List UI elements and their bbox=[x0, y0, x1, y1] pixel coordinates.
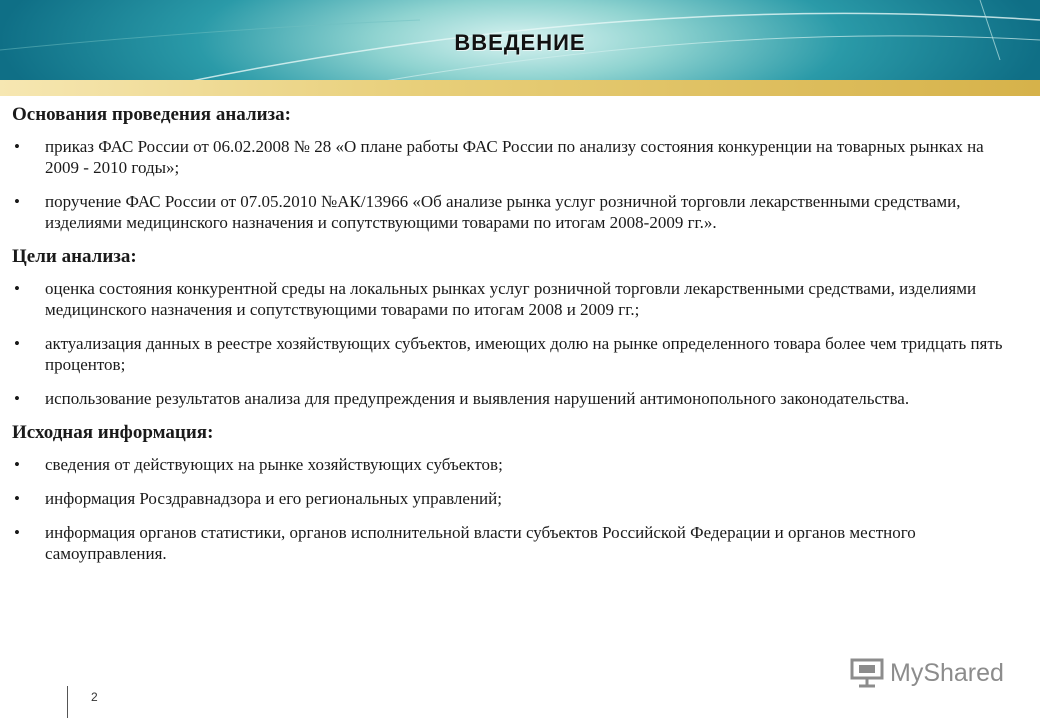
list-item bbox=[12, 522, 1012, 564]
list-item-text: информация Росздравнадзора и его региональных управлений; bbox=[45, 489, 502, 508]
list-item bbox=[12, 488, 1012, 509]
bullet-list bbox=[12, 454, 1012, 564]
page-number: 2 bbox=[91, 690, 98, 704]
watermark-text: MyShared bbox=[890, 658, 1004, 687]
list-item bbox=[12, 191, 1012, 233]
list-item bbox=[12, 136, 1012, 178]
section-heading: Цели анализа: bbox=[12, 246, 137, 267]
section-grounds bbox=[12, 104, 1012, 233]
list-item bbox=[12, 388, 1012, 409]
banner-gold-bar bbox=[0, 80, 1040, 96]
list-item-text: использование результатов анализа для предупреждения и выявления нарушений антимонопольного законодательства. bbox=[45, 389, 910, 408]
bullet-icon: • bbox=[14, 455, 20, 474]
watermark bbox=[850, 658, 1004, 688]
list-item-text: актуализация данных в реестре хозяйствующих субъектов, имеющих долю на рынке определенного товара более чем тридцать пять процентов; bbox=[45, 334, 1003, 374]
bullet-icon: • bbox=[14, 489, 20, 508]
list-item-text: оценка состояния конкурентной среды на локальных рынках услуг розничной торговли лекарственными средствами, изделиями медицинского назначения и сопутствующими товарами по итогам 2008 и 2009 гг.; bbox=[45, 279, 977, 319]
bullet-icon: • bbox=[14, 334, 20, 353]
list-item bbox=[12, 454, 1012, 475]
page-title: ВВЕДЕНИЕ bbox=[454, 30, 586, 55]
list-item-text: сведения от действующих на рынке хозяйствующих субъектов; bbox=[45, 455, 503, 474]
presentation-board-icon bbox=[850, 658, 884, 688]
page-number-divider bbox=[67, 686, 68, 718]
list-item bbox=[12, 278, 1012, 320]
bullet-icon: • bbox=[14, 523, 20, 542]
main-content bbox=[12, 104, 1012, 577]
bullet-icon: • bbox=[14, 192, 20, 211]
list-item-text: поручение ФАС России от 07.05.2010 №АК/13966 «Об анализе рынка услуг розничной торговли лекарственными средствами, изделиями медицинского назначения и сопутствующими товарами по итогам 2008-2009 гг.». bbox=[45, 192, 961, 232]
section-sources bbox=[12, 422, 1012, 564]
section-heading: Исходная информация: bbox=[12, 422, 214, 443]
list-item-text: приказ ФАС России от 06.02.2008 № 28 «О плане работы ФАС России по анализу состояния конкуренции на товарных рынках на 2009 - 2010 годы»; bbox=[45, 137, 984, 177]
bullet-icon: • bbox=[14, 137, 20, 156]
list-item bbox=[12, 333, 1012, 375]
bullet-list bbox=[12, 278, 1012, 409]
bullet-icon: • bbox=[14, 389, 20, 408]
bullet-list bbox=[12, 136, 1012, 233]
list-item-text: информация органов статистики, органов исполнительной власти субъектов Российской Федерации и органов местного самоуправления. bbox=[45, 523, 916, 563]
bullet-icon: • bbox=[14, 279, 20, 298]
section-goals bbox=[12, 246, 1012, 409]
section-heading: Основания проведения анализа: bbox=[12, 104, 292, 125]
